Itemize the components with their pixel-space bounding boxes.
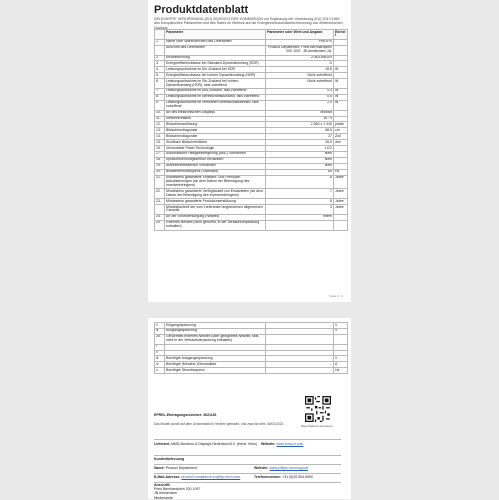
row-parameter: Modellkennung: [165, 55, 266, 61]
contact-email-row: [154, 475, 341, 479]
row-number: ii: [155, 323, 165, 329]
row-value: Nein: [266, 151, 334, 157]
row-number: 20.: [155, 169, 165, 175]
row-value: 27: [266, 134, 334, 140]
row-unit: W: [334, 88, 348, 94]
row-unit: W: [334, 79, 348, 89]
row-unit: W: [334, 100, 348, 110]
row-value: 3: [266, 205, 334, 215]
row-parameter: Mindestlaufzeit der vom Lieferanten angebotenen allgemeinen Garantie: [165, 205, 266, 215]
name-label: Name:: [154, 466, 165, 470]
row-value: 16 : 9: [266, 116, 334, 122]
header-value: Parameter oder Wert und Angabe: [266, 30, 334, 40]
row-number: 4.: [155, 67, 165, 73]
address-block: [154, 483, 341, 500]
row-number: 6.: [155, 79, 165, 89]
row-parameter: Bildschirmdiagonale: [165, 128, 266, 134]
row-parameter: Bildwiederholfrequenz (Standard): [165, 169, 266, 175]
row-parameter: Spracherkennungssensor vorhanden: [165, 157, 266, 163]
row-parameter: Leistungsaufnahme im vernetzten Bereitschaftsbetrieb, falls zutreffend: [165, 100, 266, 110]
row-number: 16.: [155, 146, 165, 152]
name-value: Product Department: [165, 466, 198, 470]
row-parameter: Ausgangsspannung: [165, 328, 266, 334]
row-value: 68,5: [266, 128, 334, 134]
row-parameter: Leistungsaufnahme im Bereitschaftszustand, falls zutreffend: [165, 94, 266, 100]
row-number: iii: [155, 356, 165, 362]
row-parameter: Art der Stromversorgung (Netzteil): [165, 214, 266, 220]
table-row: [155, 175, 348, 189]
website2-label: Website:: [254, 466, 269, 470]
row-number: 9.: [155, 100, 165, 110]
row-parameter: Verwendete Panel-Technologie: [165, 146, 266, 152]
row-unit: pixels: [334, 122, 348, 128]
row-number: iv: [155, 362, 165, 368]
row-unit: dm²: [334, 140, 348, 146]
row-value: 26,9: [266, 140, 334, 146]
email-label: E-Mail-Adresse:: [154, 475, 181, 479]
row-value: 0,3: [266, 88, 334, 94]
row-number: 2.: [155, 55, 165, 61]
header-parameter: Parameter: [165, 30, 266, 40]
row-value: 15,8: [266, 67, 334, 73]
row-number: 21.: [155, 175, 165, 189]
row-value: -: [266, 328, 334, 334]
row-value: -: [266, 362, 334, 368]
row-number: 14.: [155, 134, 165, 140]
row-number: v: [155, 368, 165, 374]
row-value: -: [266, 368, 334, 374]
row-number: 24.: [155, 214, 165, 220]
phone-value: +31 (0)20 504 6950: [282, 475, 313, 479]
row-parameter: Mindestens garantierte Verfügbarkeit von Ersatzteilen (ab dem Datum der Beendigung des Inverkehrbringens): [165, 189, 266, 199]
row-parameter: Energieeffizienzklasse bei hohem Dynamikumfang (HDR): [165, 73, 266, 79]
row-parameter: Benötigte Stromfrequenz: [165, 368, 266, 374]
row-parameter: Automatische Helligkeitsregelung (ABC) vorhanden: [165, 151, 266, 157]
table-row: [155, 368, 348, 374]
row-value: [266, 220, 334, 230]
row-number: i: [155, 344, 165, 350]
divider: [154, 455, 341, 456]
contact-name-row: [154, 466, 341, 470]
row-number: 26.: [155, 334, 165, 344]
row-value: [266, 334, 334, 344]
row-parameter: Mindestens garantierte Software- und Firmware-Aktualisierungen (ab dem Datum der Beendigung des Inverkehrbringens): [165, 175, 266, 189]
row-value: 7: [266, 189, 334, 199]
row-number: 17.: [155, 151, 165, 157]
row-parameter: Anschrift des Lieferanten: [165, 45, 266, 55]
contact-heading: Kundenbetreuung: [154, 457, 185, 461]
address-line: Niederlande: [154, 495, 173, 500]
eprel-market-date: Das Modell wurde auf dem Unionsmarkt in Verkehr gebracht, und zwar ab dem: 06/01/2024.: [154, 422, 285, 426]
row-parameter: Anwesenheitssensor vorhanden: [165, 163, 266, 169]
row-value: Monitor: [266, 110, 334, 116]
table-row: [155, 100, 348, 110]
row-number: 1.: [155, 39, 165, 45]
row-value: Nicht zutreffend: [266, 79, 334, 89]
row-value: LCD: [266, 146, 334, 152]
row-number: 8.: [155, 94, 165, 100]
row-unit: Hz: [334, 368, 348, 374]
row-unit: Jahre: [334, 189, 348, 199]
qr-url: https://eprel.ec.europa.eu: [301, 424, 333, 428]
supplier-label: Lieferant:: [154, 442, 170, 446]
table-row: [155, 45, 348, 55]
row-unit: Zoll: [334, 134, 348, 140]
supplier-website-link[interactable]: www.mmd-b.com: [276, 442, 304, 446]
supplier-value: MMD-Monitors & Displays Nederland B.V. (Herst. Infos): [170, 442, 257, 446]
row-unit: V: [334, 328, 348, 334]
row-number: 18.: [155, 157, 165, 163]
table-row: [155, 189, 348, 199]
row-value: Nicht zutreffend: [266, 73, 334, 79]
row-number: 13.: [155, 128, 165, 134]
table-row: [155, 220, 348, 230]
row-number: 12.: [155, 122, 165, 128]
row-number: 19.: [155, 163, 165, 169]
page-title: Produktdatenblatt: [154, 4, 249, 16]
row-value: -: [266, 356, 334, 362]
qr-code-icon[interactable]: [305, 396, 331, 422]
website-label: Website:: [260, 442, 276, 446]
row-number: ii: [155, 350, 165, 356]
table-row: [155, 205, 348, 215]
address-line: Prins Bernhardplein 200 1097: [154, 487, 201, 492]
row-parameter: Seitenverhältnis: [165, 116, 266, 122]
row-value: Nein: [266, 157, 334, 163]
row-number: 15.: [155, 140, 165, 146]
row-parameter: Energieeffizienzklasse bei Standard-Dynamikumfang (SDR): [165, 61, 266, 67]
row-parameter: Bildschirmauflösung: [165, 122, 266, 128]
row-parameter: Genormtes externes Netzteil (oder geeignetes Netzteil, falls nicht in der Verkaufsverpackung enthalten): [165, 334, 266, 344]
row-parameter: Benötigte (Mindest-)Stromstärke: [165, 362, 266, 368]
row-number: [155, 45, 165, 55]
power-supply-table: [154, 322, 348, 374]
row-parameter: Externes Netzteil (nicht genormt, in der Verkaufsverpackung enthalten): [165, 220, 266, 230]
row-value: 27B2U5601H: [266, 55, 334, 61]
row-unit: Jahre: [334, 175, 348, 189]
row-number: iii: [155, 328, 165, 334]
row-unit: W: [334, 94, 348, 100]
row-parameter: Name oder Warenzeichen des Lieferanten: [165, 39, 266, 45]
row-unit: V: [334, 356, 348, 362]
row-value: PHILIPS: [266, 39, 334, 45]
row-number: 23.: [155, 199, 165, 205]
row-number: 25.: [155, 220, 165, 230]
table-header-row: [155, 30, 348, 40]
table-row: [155, 79, 348, 89]
row-unit: Hz: [334, 169, 348, 175]
row-parameter: Mindestens garantierte Produktunterstützung: [165, 199, 266, 205]
row-number: 3.: [155, 61, 165, 67]
row-unit: [334, 45, 348, 55]
row-number: 11.: [155, 116, 165, 122]
row-number: 5.: [155, 73, 165, 79]
row-unit: [334, 220, 348, 230]
address-label: Anschrift:: [154, 483, 171, 487]
email-link[interactable]: product.compliance.eu@tpv-tech.com: [181, 475, 241, 479]
row-number: 10.: [155, 110, 165, 116]
row-unit: cm: [334, 128, 348, 134]
row-value: 2 560 x 1 440: [266, 122, 334, 128]
regulation-text: DELEGIERTE VERORDNUNG (EU) 2019/2013 DER KOMMISSION zur Ergänzung der Verordnung (EU) 2017/1369 des Europäischen Parlaments und des Rates im Hinblick auf die Energieverbrauchskennzeichnung von elektronischen Displays: [154, 17, 343, 30]
support-website-link[interactable]: www.philips.com/support: [269, 466, 309, 470]
row-value: Product Department, Prins Bernhardplein 200 1097, JB Amsterdam, NL: [266, 45, 334, 55]
supplier-row: [154, 442, 341, 446]
row-unit: W: [334, 67, 348, 73]
row-parameter: Art des elektronischen Displays: [165, 110, 266, 116]
datasheet-page-2: [148, 318, 351, 499]
row-number: 22.: [155, 189, 165, 199]
row-parameter: Leistungsaufnahme im Ein-Zustand bei hohem Dynamikumfang (HDR), falls zutreffend: [165, 79, 266, 89]
divider: [154, 473, 341, 474]
header-unit: Einheit: [335, 29, 346, 38]
divider: [154, 439, 341, 440]
row-number: [155, 205, 165, 215]
row-parameter: Sichtbare Bildschirmfläche: [165, 140, 266, 146]
row-parameter: Leistungsaufnahme im Aus-Zustand, falls zutreffend: [165, 88, 266, 94]
row-value: D: [266, 61, 334, 67]
parameter-table: [154, 29, 348, 231]
row-value: Nein: [266, 163, 334, 169]
phone-label: Telefonnummer:: [254, 475, 282, 479]
row-unit: A: [334, 362, 348, 368]
table-row: [155, 334, 348, 344]
row-value: 0,5: [266, 94, 334, 100]
eprel-registration: EPREL-Eintragungsnummer: 2621161: [154, 413, 217, 417]
row-value: 2,0: [266, 100, 334, 110]
row-parameter: Eingangsspannung: [165, 323, 266, 329]
row-parameter: Leistungsaufnahme im Ein-Zustand bei SDR: [165, 67, 266, 73]
row-unit: Jahre: [334, 199, 348, 205]
divider: [154, 464, 341, 465]
row-number: 7.: [155, 88, 165, 94]
page-number: Seite 1 / 2: [329, 294, 343, 298]
row-parameter: Bildschirmdiagonale: [165, 134, 266, 140]
row-unit: [334, 334, 348, 344]
datasheet-page-1: [148, 0, 351, 302]
row-value: Intern: [266, 214, 334, 220]
row-value: 8: [266, 199, 334, 205]
header-number: [155, 30, 165, 40]
row-parameter: Benötigte Ausgangsspannung: [165, 356, 266, 362]
row-value: -: [266, 323, 334, 329]
row-value: 8: [266, 175, 334, 189]
row-unit: V: [334, 323, 348, 329]
row-value: 60: [266, 169, 334, 175]
row-unit: Jahre: [334, 205, 348, 215]
address-line: JB Amsterdam: [154, 491, 177, 496]
